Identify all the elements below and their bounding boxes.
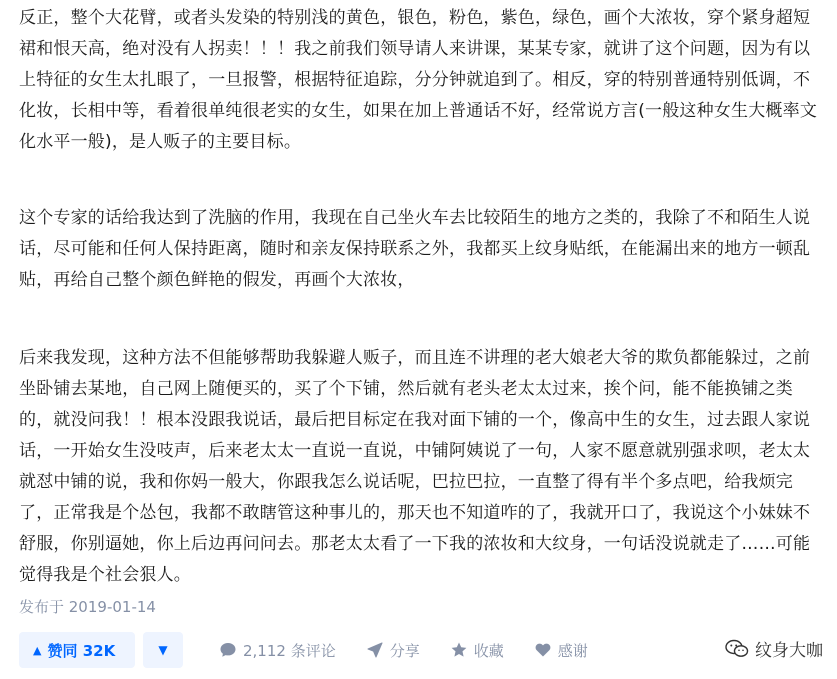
upvote-button[interactable] xyxy=(19,632,135,668)
star-icon xyxy=(450,641,468,659)
comment-icon xyxy=(219,641,237,659)
favorite-button[interactable] xyxy=(450,640,504,661)
thanks-label: 感谢 xyxy=(557,641,588,660)
paragraph-1: 反正，整个大花臂，或者头发染的特别浅的黄色，银色，粉色，紫色，绿色，画个大浓妆，穿个紧身超短裙和恨天高，绝对没有人拐卖！！！我之前我们领导请人来讲课，某某专家，就讲了这个问题，因为有以上特征的女生太扎眼了，一旦报警，根据特征追踪，分分钟就追到了。相反，穿的特别普通特别低调，不化妆，长相中等，看着很单纯很老实的女生，如果在加上普通话不好，经常说方言(一般这种女生大概率文化水平一般)，是人贩子的主要目标。 xyxy=(19,8,818,152)
share-button[interactable] xyxy=(366,640,420,661)
wechat-icon xyxy=(725,639,749,659)
share-icon xyxy=(366,641,384,659)
wechat-watermark xyxy=(725,636,823,661)
publish-date: 发布于 2019-01-14 xyxy=(19,598,156,616)
downvote-button[interactable] xyxy=(143,632,183,668)
action-bar xyxy=(19,630,588,670)
heart-icon xyxy=(534,641,552,659)
paragraph-2: 这个专家的话给我达到了洗脑的作用，我现在自己坐火车去比较陌生的地方之类的，我除了不和陌生人说话，尽可能和任何人保持距离，随时和亲友保持联系之外，我都买上纹身贴纸，在能漏出来的地方一顿乱贴，再给自己整个颜色鲜艳的假发，再画个大浓妆， xyxy=(19,208,811,290)
watermark-text: 纹身大咖 xyxy=(755,641,823,661)
triangle-up-icon: ▲ xyxy=(33,643,42,657)
share-label: 分享 xyxy=(389,641,420,660)
comments-button[interactable] xyxy=(219,640,336,661)
thanks-button[interactable] xyxy=(534,640,588,661)
favorite-label: 收藏 xyxy=(473,641,504,660)
paragraph-3: 后来我发现，这种方法不但能够帮助我躲避人贩子，而且连不讲理的老大娘老大爷的欺负都能躲过，之前坐卧铺去某地，自己网上随便买的，买了个下铺，然后就有老头老太太过来，挨个问，能不能换铺之类的，就没问我！！根本没跟我说话，最后把目标定在我对面下铺的一个，像高中生的女生，过去跟人家说话，一开始女生没吱声，后来老太太一直说一直说，中铺阿姨说了一句，人家不愿意就别强求呗，老太太就怼中铺的说，我和你妈一般大，你跟我怎么说话呢，巴拉巴拉，一直整了得有半个多点吧，给我烦完了，正常我是个怂包，我都不敢瞎管这种事儿的，那天也不知道咋的了，我就开口了，我说这个小妹妹不舒服，你别逼她，你上后边再问问去。那老太太看了一下我的浓妆和大纹身，一句话没说就走了……可能觉得我是个社会狠人。 xyxy=(19,348,811,585)
triangle-down-icon: ▼ xyxy=(158,643,168,657)
upvote-label: 赞同 32K xyxy=(47,641,116,660)
comments-label: 2,112 条评论 xyxy=(243,641,336,660)
